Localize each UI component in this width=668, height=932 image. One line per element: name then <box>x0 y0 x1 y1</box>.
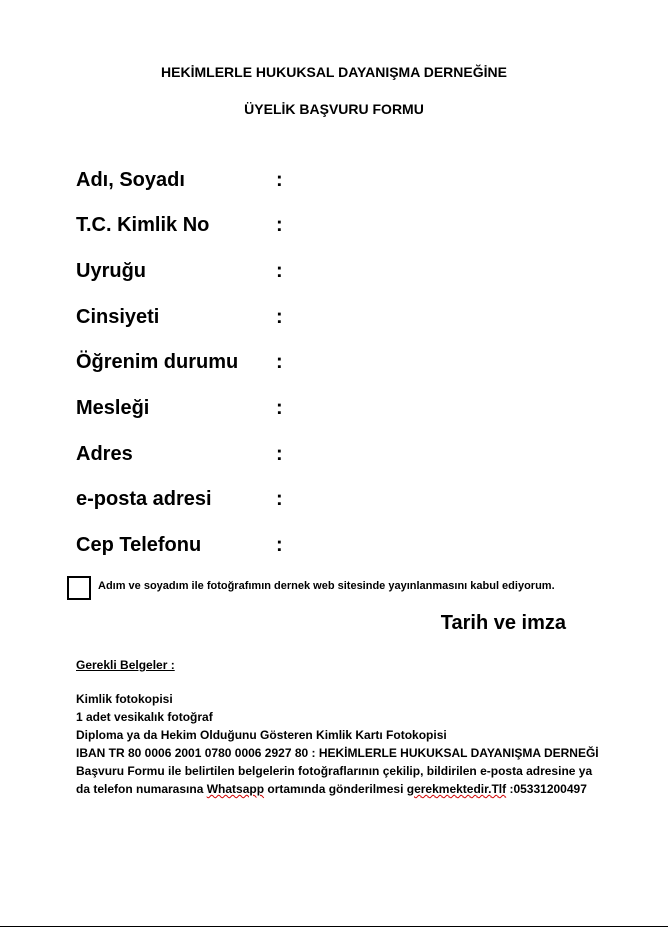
field-colon: : <box>276 351 283 373</box>
field-label-address: Adres <box>76 443 133 465</box>
field-colon: : <box>276 488 283 510</box>
field-row-profession <box>76 397 596 425</box>
field-label-email: e-posta adresi <box>76 488 212 510</box>
phone-number-text: :05331200497 <box>506 782 587 796</box>
email-field[interactable] <box>296 490 590 514</box>
field-row-tc-id <box>76 214 596 242</box>
spellcheck-word: gerekmektedir.Tlf <box>406 782 507 796</box>
field-label-gender: Cinsiyeti <box>76 306 160 328</box>
required-documents-heading: Gerekli Belgeler : <box>76 658 175 672</box>
instruction-text: da telefon numarasına <box>76 782 207 796</box>
field-label-phone: Cep Telefonu <box>76 534 202 556</box>
education-field[interactable] <box>296 353 590 377</box>
field-colon: : <box>276 214 283 236</box>
tc-id-field[interactable] <box>296 216 590 240</box>
field-colon: : <box>276 260 283 282</box>
consent-checkbox[interactable] <box>67 576 91 600</box>
list-item: Başvuru Formu ile belirtilen belgelerin fotoğraflarının çekilip, bildirilen e-posta adresine ya <box>76 764 593 778</box>
list-item: Diploma ya da Hekim Olduğunu Gösteren Kimlik Kartı Fotokopisi <box>76 728 447 742</box>
phone-field[interactable] <box>296 536 590 560</box>
field-label-education: Öğrenim durumu <box>76 351 239 373</box>
nationality-field[interactable] <box>296 262 590 286</box>
field-row-name <box>76 169 596 197</box>
spellcheck-word: Whatsapp <box>206 782 265 796</box>
list-item: Kimlik fotokopisi <box>76 692 173 706</box>
required-documents-list <box>76 690 636 798</box>
field-colon: : <box>276 443 283 465</box>
field-label-profession: Mesleği <box>76 397 150 419</box>
consent-row <box>67 576 627 600</box>
name-field[interactable] <box>296 171 590 195</box>
signature-label: Tarih ve imza <box>440 612 566 634</box>
field-row-education <box>76 351 596 379</box>
consent-text: Adım ve soyadım ile fotoğrafımın dernek web sitesinde yayınlanmasını kabul ediyorum. <box>98 580 555 592</box>
field-colon: : <box>276 169 283 191</box>
field-row-gender <box>76 306 596 334</box>
field-row-email <box>76 488 596 516</box>
field-row-address <box>76 443 596 471</box>
organization-title: HEKİMLERLE HUKUKSAL DAYANIŞMA DERNEĞİNE <box>161 64 507 80</box>
profession-field[interactable] <box>296 399 590 423</box>
field-colon: : <box>276 397 283 419</box>
list-item: IBAN TR 80 0006 2001 0780 0006 2927 80 : HEKİMLERLE HUKUKSAL DAYANIŞMA DERNEĞİ <box>76 746 599 760</box>
gender-field[interactable] <box>296 308 590 332</box>
field-label-nationality: Uyruğu <box>76 260 146 282</box>
field-row-nationality <box>76 260 596 288</box>
list-item <box>76 780 636 798</box>
form-title: ÜYELİK BAŞVURU FORMU <box>244 101 424 117</box>
page-bottom-rule <box>0 926 668 927</box>
instruction-text: ortamında gönderilmesi <box>264 782 407 796</box>
field-colon: : <box>276 306 283 328</box>
field-row-phone <box>76 534 596 562</box>
address-field[interactable] <box>296 445 590 469</box>
field-label-tc-id: T.C. Kimlik No <box>76 214 210 236</box>
list-item: 1 adet vesikalık fotoğraf <box>76 710 213 724</box>
field-colon: : <box>276 534 283 556</box>
field-label-name: Adı, Soyadı <box>76 169 185 191</box>
